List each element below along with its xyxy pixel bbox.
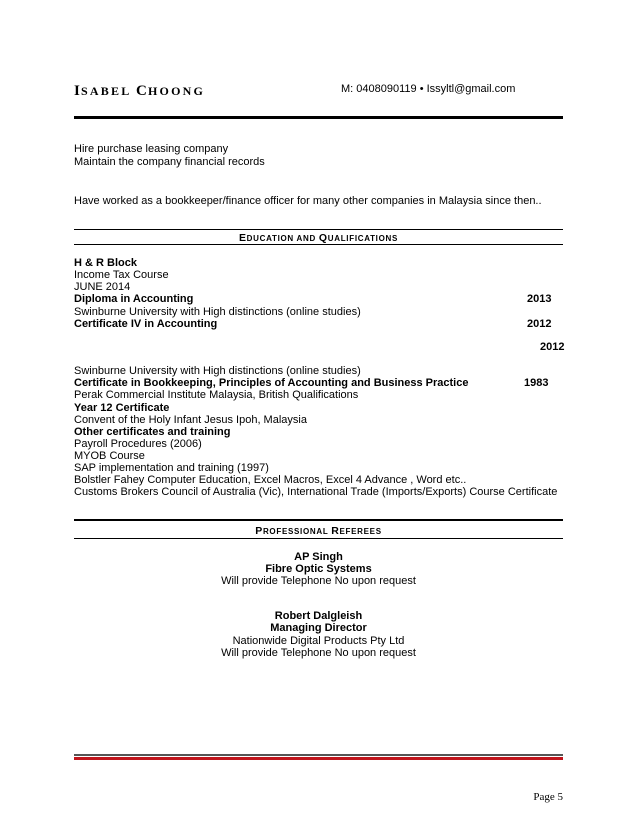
june-2014: JUNE 2014 <box>74 281 131 293</box>
education-rule-top <box>74 229 563 230</box>
referee-2-company: Nationwide Digital Products Pty Ltd <box>232 635 405 647</box>
diploma-year: 2013 <box>527 293 552 305</box>
name-last-rest: HOONG <box>148 84 206 98</box>
referee-2-name: Robert Dalgleish <box>274 610 363 622</box>
other-certificates-heading: Other certificates and training <box>74 426 231 438</box>
contact-info: M: 0408090119 • Issyltl@gmail.com <box>341 83 516 95</box>
referees-section-title: PROFESSIONAL REFEREES <box>255 525 382 537</box>
referee-2-title: Managing Director <box>270 622 367 634</box>
intro-line-2: Maintain the company financial records <box>74 156 265 168</box>
convent-school: Convent of the Holy Infant Jesus Ipoh, Malaysia <box>74 414 307 426</box>
sap-training: SAP implementation and training (1997) <box>74 462 269 474</box>
referee-1-company: Fibre Optic Systems <box>265 563 372 575</box>
referees-rule-top <box>74 519 563 521</box>
header-rule <box>74 116 563 119</box>
name-first-rest: SABEL <box>81 84 131 98</box>
standalone-year: 2012 <box>540 341 565 353</box>
swinburne-line-1: Swinburne University with High distinctions (online studies) <box>74 306 361 318</box>
myob-course: MYOB Course <box>74 450 145 462</box>
referee-2-note: Will provide Telephone No upon request <box>221 647 416 659</box>
name-initial-last: C <box>135 83 148 99</box>
referees-rule-bottom <box>74 538 563 539</box>
education-rule-bottom <box>74 244 563 245</box>
footer-rule-accent <box>74 757 563 760</box>
year-12-certificate: Year 12 Certificate <box>74 402 170 414</box>
diploma-accounting: Diploma in Accounting <box>74 293 194 305</box>
name-initial-first: I <box>74 83 82 99</box>
resume-name <box>74 83 205 100</box>
certificate-bookkeeping-year: 1983 <box>524 377 549 389</box>
education-section-title: EDUCATION AND QUALIFICATIONS <box>238 232 399 244</box>
certificate-iv-accounting: Certificate IV in Accounting <box>74 318 218 330</box>
referee-1-name: AP Singh <box>294 551 343 563</box>
payroll-procedures: Payroll Procedures (2006) <box>74 438 202 450</box>
page-number: Page 5 <box>533 791 563 803</box>
referee-1-note: Will provide Telephone No upon request <box>221 575 416 587</box>
certificate-bookkeeping: Certificate in Bookkeeping, Principles of Accounting and Business Practice <box>74 377 469 389</box>
swinburne-line-2: Swinburne University with High distinctions (online studies) <box>74 365 361 377</box>
certificate-iv-year: 2012 <box>527 318 552 330</box>
intro-line-3: Have worked as a bookkeeper/finance officer for many other companies in Malaysia since then.. <box>74 195 542 207</box>
bolstler-education: Bolstler Fahey Computer Education, Excel Macros, Excel 4 Advance , Word etc.. <box>74 474 467 486</box>
footer-rule-gray <box>74 754 563 756</box>
income-tax-course: Income Tax Course <box>74 269 169 281</box>
customs-brokers-course: Customs Brokers Council of Australia (Vic), International Trade (Imports/Exports) Course Certificate <box>74 486 558 498</box>
hr-block-heading: H & R Block <box>74 257 137 269</box>
intro-line-1: Hire purchase leasing company <box>74 143 229 155</box>
perak-institute: Perak Commercial Institute Malaysia, British Qualifications <box>74 389 359 401</box>
